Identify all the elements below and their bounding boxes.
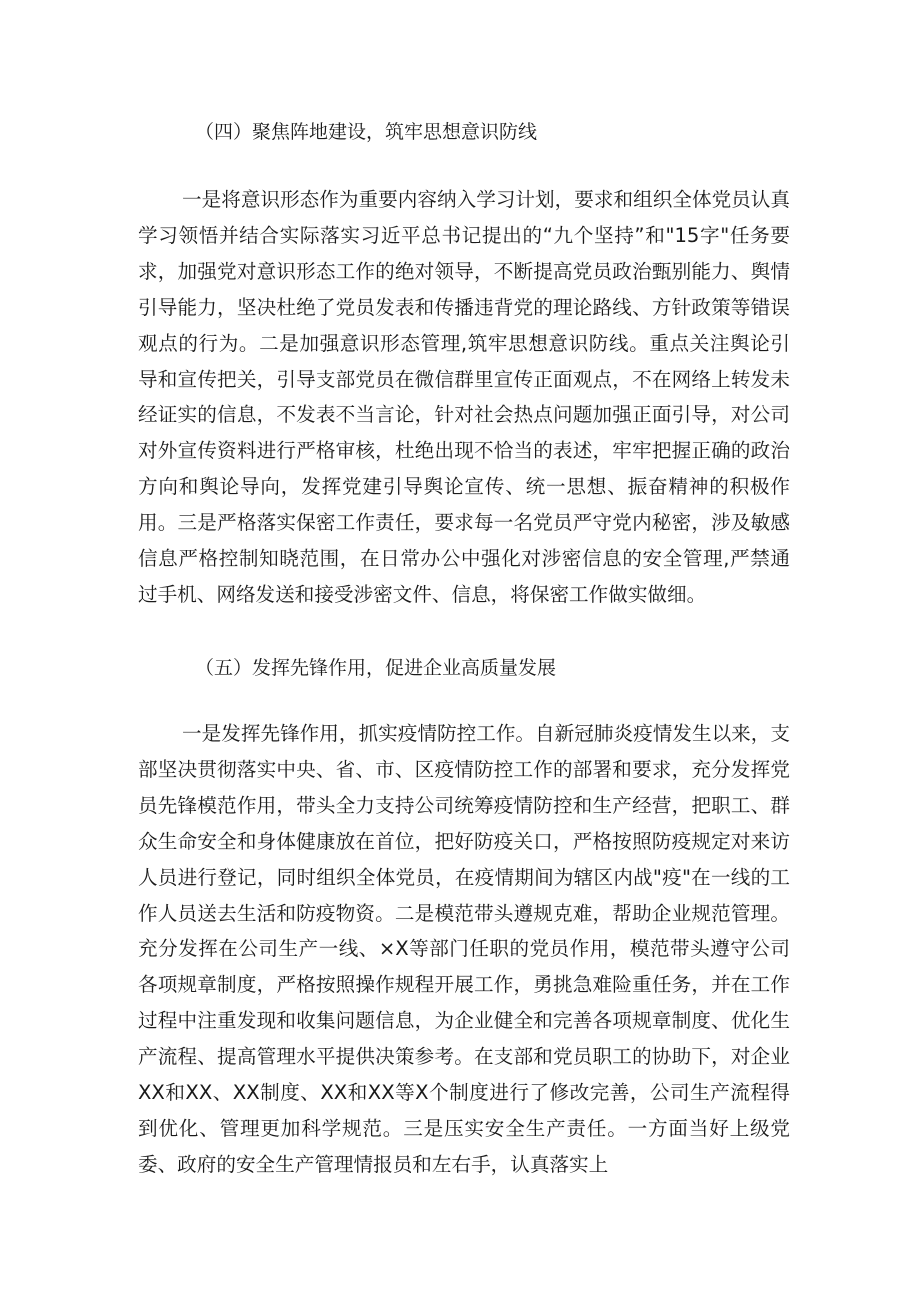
- section-heading: （四）聚焦阵地建设，筑牢思想意识防线: [195, 121, 538, 143]
- section-body: 一是将意识形态作为重要内容纳入学习计划，要求和组织全体党员认真学习领悟并结合实际落实习近平总书记提出的“九个坚持”和"15字"任务要求，加强党对意识形态工作的绝对领导，不断提高党员政治甄别能力、舆情引导能力，坚决杜绝了党员发表和传播违背党的理论路线、方针政策等错误观点的行为。二是加强意识形态管理,筑牢思想意识防线。重点关注舆论引导和宣传把关，引导支部党员在微信群里宣传正面观点，不在网络上转发未经证实的信息，不发表不当言论，针对社会热点问题加强正面引导，对公司对外宣传资料进行严格审核，杜绝出现不恰当的表述，牢牢把握正确的政治方向和舆论导向，发挥党建引导舆论宣传、统一思想、振奋精神的积极作用。三是严格落实保密工作责任，要求每一名党员严守党内秘密，涉及敏感信息严格控制知晓范围，在日常办公中强化对涉密信息的安全管理,严禁通过手机、网络发送和接受涉密文件、信息，将保密工作做实做细。: [138, 188, 790, 606]
- section-heading: （五）发挥先锋作用，促进企业高质量发展: [195, 657, 557, 679]
- section-body: 一是发挥先锋作用，抓实疫情防控工作。自新冠肺炎疫情发生以来，支部坚决贯彻落实中央、省、市、区疫情防控工作的部署和要求，充分发挥党员先锋模范作用，带头全力支持公司统筹疫情防控和生产经营，把职工、群众生命安全和身体健康放在首位，把好防疫关口，严格按照防疫规定对来访人员进行登记，同时组织全体党员，在疫情期间为辖区内战"疫"在一线的工作人员送去生活和防疫物资。二是模范带头遵规克难，帮助企业规范管理。充分发挥在公司生产一线、×X等部门任职的党员作用，模范带头遵守公司各项规章制度，严格按照操作规程开展工作，勇挑急难险重任务，并在工作过程中注重发现和收集问题信息，为企业健全和完善各项规章制度、优化生产流程、提高管理水平提供决策参考。在支部和党员职工的协助下，对企业XX和XX、XX制度、XX和XX等X个制度进行了修改完善，公司生产流程得到优化、管理更加科学规范。三是压实安全生产责任。一方面当好上级党委、政府的安全生产管理情报员和左右手，认真落实上: [138, 722, 790, 1176]
